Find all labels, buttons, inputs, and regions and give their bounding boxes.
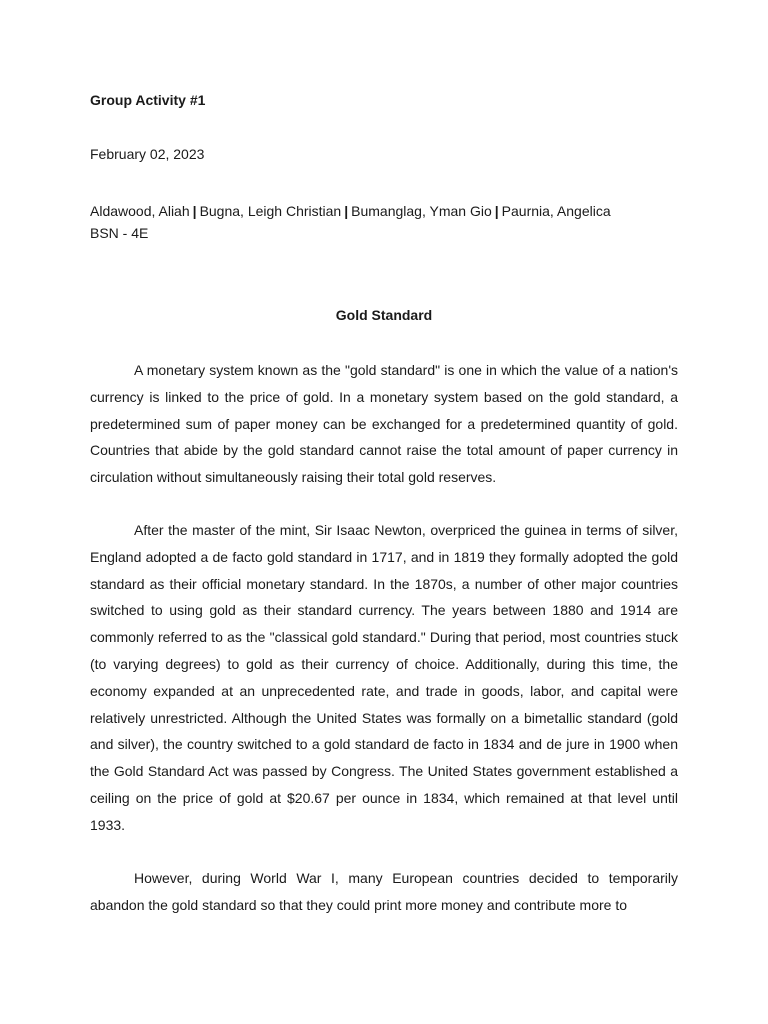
author-separator: | bbox=[494, 203, 499, 219]
author-name: Aldawood, Aliah bbox=[90, 203, 190, 219]
author-name: Bugna, Leigh Christian bbox=[199, 203, 342, 219]
author-list bbox=[90, 200, 611, 244]
author-separator: | bbox=[344, 203, 349, 219]
body-paragraph: However, during World War I, many European countries decided to temporarily abandon the gold standard so that they could print more money and contribute more to bbox=[90, 870, 678, 913]
author-separator: | bbox=[192, 203, 197, 219]
author-name: Bumanglag, Yman Gio bbox=[351, 203, 492, 219]
body-paragraph: A monetary system known as the "gold standard" is one in which the value of a nation's currency is linked to the price of gold. In a monetary system based on the gold standard, a predetermined sum of paper money can be exchanged for a predetermined quantity of gold. Countries that abide by the gold standard cannot raise the total amount of paper currency in circulation without simultaneously raising their total gold reserves. bbox=[90, 362, 678, 486]
document-title: Gold Standard bbox=[335, 307, 433, 323]
section-label: BSN - 4E bbox=[90, 225, 149, 241]
document-date: February 02, 2023 bbox=[90, 146, 205, 162]
author-name: Paurnia, Angelica bbox=[501, 203, 611, 219]
activity-heading: Group Activity #1 bbox=[90, 92, 206, 108]
body-paragraph: After the master of the mint, Sir Isaac Newton, overpriced the guinea in terms of silver, England adopted a de facto gold standard in 1717, and in 1819 they formally adopted the gold standard as their official monetary standard. In the 1870s, a number of other major countries switched to using gold as their standard currency. The years between 1880 and 1914 are commonly referred to as the "classical gold standard." During that period, most countries stuck (to varying degrees) to gold as their currency of choice. Additionally, during this time, the economy expanded at an unprecedented rate, and trade in goods, labor, and capital were relatively unrestricted. Although the United States was formally on a bimetallic standard (gold and silver), the country switched to a gold standard de facto in 1834 and de jure in 1900 when the Gold Standard Act was passed by Congress. The United States government established a ceiling on the price of gold at $20.67 per ounce in 1834, which remained at that level until 1933. bbox=[90, 522, 678, 833]
